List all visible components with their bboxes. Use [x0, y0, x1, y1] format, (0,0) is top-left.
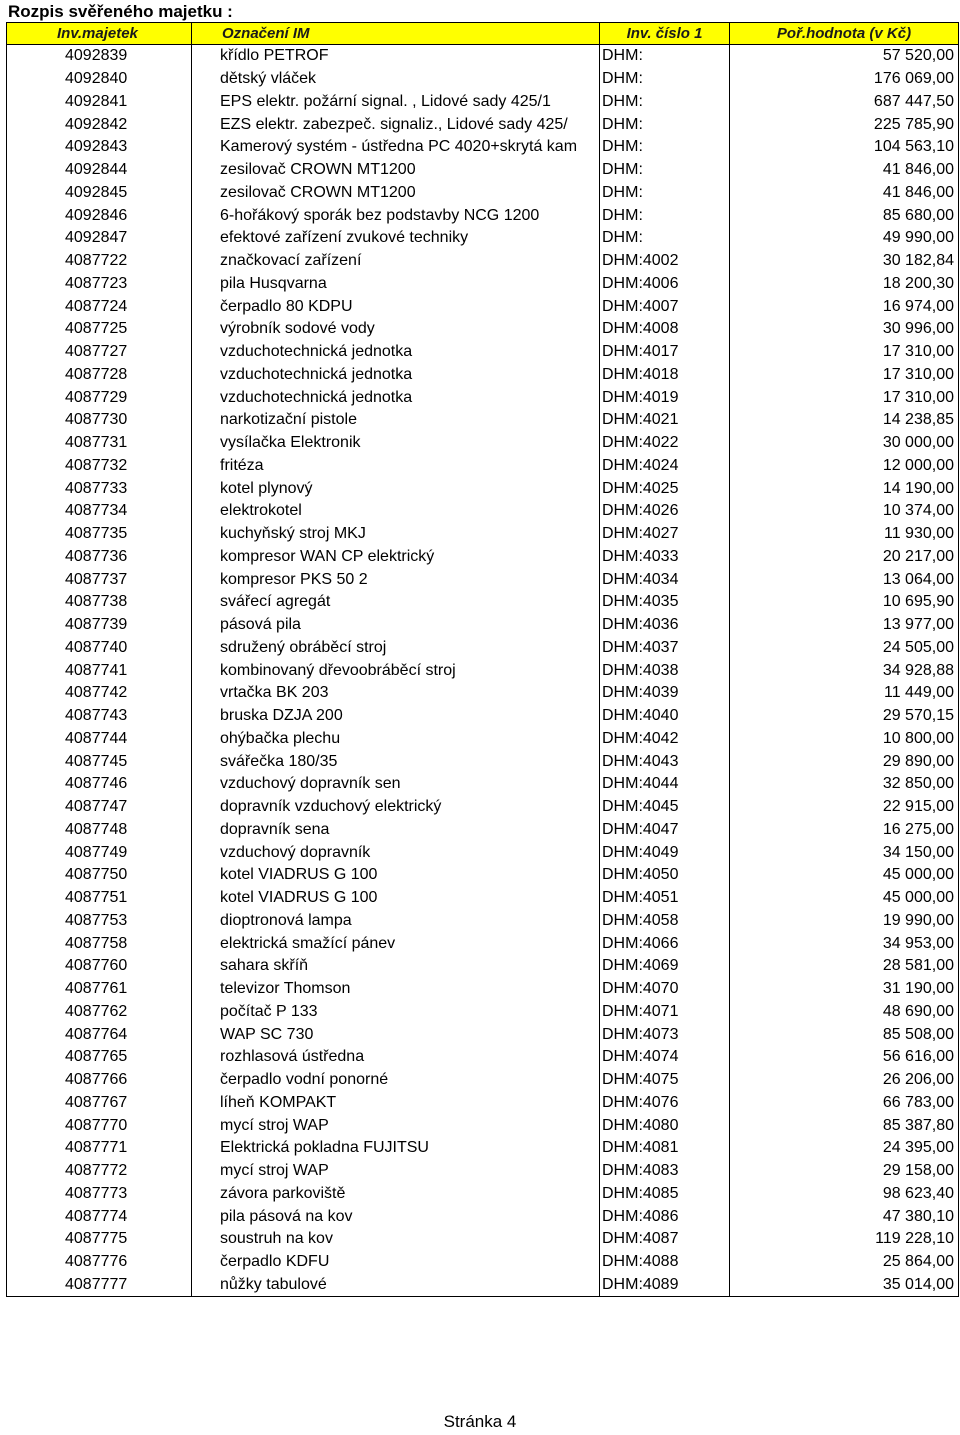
- table-row: [7, 182, 959, 205]
- cell-inv-number: DHM:4070: [600, 978, 730, 1001]
- table-row: [7, 227, 959, 250]
- table-row: [7, 682, 959, 705]
- cell-inventory: 4087776: [7, 1251, 192, 1274]
- cell-inv-number: DHM:4027: [600, 523, 730, 546]
- cell-designation: vysílačka Elektronik: [192, 432, 600, 455]
- table-row: [7, 591, 959, 614]
- table-row: [7, 864, 959, 887]
- table-row: [7, 113, 959, 136]
- cell-inv-number: DHM:4019: [600, 386, 730, 409]
- cell-value: 41 846,00: [730, 182, 959, 205]
- cell-value: 12 000,00: [730, 455, 959, 478]
- cell-designation: kuchyňský stroj MKJ: [192, 523, 600, 546]
- table-row: [7, 750, 959, 773]
- cell-inv-number: DHM:4021: [600, 409, 730, 432]
- cell-inventory: 4087746: [7, 773, 192, 796]
- column-header-inventory: Inv.majetek: [7, 23, 192, 45]
- cell-inventory: 4087738: [7, 591, 192, 614]
- cell-designation: soustruh na kov: [192, 1228, 600, 1251]
- cell-inventory: 4087758: [7, 932, 192, 955]
- cell-value: 20 217,00: [730, 546, 959, 569]
- page-number: Stránka 4: [443, 1412, 517, 1431]
- cell-value: 47 380,10: [730, 1205, 959, 1228]
- cell-inventory: 4087724: [7, 295, 192, 318]
- cell-inventory: 4087761: [7, 978, 192, 1001]
- cell-designation: televizor Thomson: [192, 978, 600, 1001]
- table-row: [7, 1160, 959, 1183]
- cell-designation: dioptronová lampa: [192, 910, 600, 933]
- cell-designation: svářečka 180/35: [192, 750, 600, 773]
- cell-value: 29 890,00: [730, 750, 959, 773]
- cell-inv-number: DHM:4033: [600, 546, 730, 569]
- cell-designation: čerpadlo KDFU: [192, 1251, 600, 1274]
- cell-designation: vzduchotechnická jednotka: [192, 341, 600, 364]
- table-row: [7, 455, 959, 478]
- cell-value: 34 928,88: [730, 659, 959, 682]
- cell-value: 14 190,00: [730, 477, 959, 500]
- page-title: Rozpis svěřeného majetku :: [8, 2, 233, 21]
- cell-value: 225 785,90: [730, 113, 959, 136]
- cell-inv-number: DHM:4083: [600, 1160, 730, 1183]
- cell-value: 35 014,00: [730, 1274, 959, 1297]
- cell-designation: bruska DZJA 200: [192, 705, 600, 728]
- cell-inv-number: DHM:4042: [600, 728, 730, 751]
- table-row: [7, 1001, 959, 1024]
- cell-designation: čerpadlo vodní ponorné: [192, 1069, 600, 1092]
- cell-inventory: 4087732: [7, 455, 192, 478]
- cell-value: 11 930,00: [730, 523, 959, 546]
- cell-designation: křídlo PETROF: [192, 45, 600, 68]
- cell-value: 16 974,00: [730, 295, 959, 318]
- cell-inv-number: DHM:4025: [600, 477, 730, 500]
- cell-inventory: 4087731: [7, 432, 192, 455]
- cell-inv-number: DHM:: [600, 68, 730, 91]
- cell-designation: elektrická smažící pánev: [192, 932, 600, 955]
- cell-inventory: 4087749: [7, 841, 192, 864]
- cell-inv-number: DHM:4051: [600, 887, 730, 910]
- table-row: [7, 796, 959, 819]
- table-row: [7, 910, 959, 933]
- table-row: [7, 341, 959, 364]
- cell-inventory: 4087735: [7, 523, 192, 546]
- cell-inv-number: DHM:4071: [600, 1001, 730, 1024]
- cell-designation: vzduchový dopravník sen: [192, 773, 600, 796]
- cell-inventory: 4087747: [7, 796, 192, 819]
- table-row: [7, 546, 959, 569]
- cell-inventory: 4087743: [7, 705, 192, 728]
- cell-inv-number: DHM:: [600, 45, 730, 68]
- cell-inv-number: DHM:4040: [600, 705, 730, 728]
- cell-inv-number: DHM:4045: [600, 796, 730, 819]
- cell-designation: pila Husqvarna: [192, 273, 600, 296]
- cell-designation: pásová pila: [192, 614, 600, 637]
- cell-value: 24 395,00: [730, 1137, 959, 1160]
- cell-designation: efektové zařízení zvukové techniky: [192, 227, 600, 250]
- cell-inv-number: DHM:4047: [600, 819, 730, 842]
- cell-inventory: 4087722: [7, 250, 192, 273]
- cell-designation: závora parkoviště: [192, 1183, 600, 1206]
- cell-designation: zesilovač CROWN MT1200: [192, 182, 600, 205]
- table-row: [7, 1251, 959, 1274]
- cell-value: 10 800,00: [730, 728, 959, 751]
- table-row: [7, 932, 959, 955]
- cell-value: 176 069,00: [730, 68, 959, 91]
- cell-inv-number: DHM:: [600, 227, 730, 250]
- column-header-designation: Označení IM: [192, 23, 600, 45]
- cell-inv-number: DHM:4069: [600, 955, 730, 978]
- cell-inventory: 4087730: [7, 409, 192, 432]
- cell-inventory: 4087744: [7, 728, 192, 751]
- cell-inv-number: DHM:4026: [600, 500, 730, 523]
- cell-inventory: 4087775: [7, 1228, 192, 1251]
- table-row: [7, 1228, 959, 1251]
- cell-inventory: 4087772: [7, 1160, 192, 1183]
- table-header-row: [7, 23, 959, 45]
- cell-value: 45 000,00: [730, 887, 959, 910]
- cell-designation: pila pásová na kov: [192, 1205, 600, 1228]
- cell-value: 687 447,50: [730, 91, 959, 114]
- cell-inv-number: DHM:: [600, 159, 730, 182]
- cell-designation: ohýbačka plechu: [192, 728, 600, 751]
- cell-value: 34 953,00: [730, 932, 959, 955]
- cell-value: 10 374,00: [730, 500, 959, 523]
- table-body: [7, 45, 959, 1297]
- cell-designation: vzduchový dopravník: [192, 841, 600, 864]
- table-row: [7, 705, 959, 728]
- table-row: [7, 955, 959, 978]
- cell-designation: značkovací zařízení: [192, 250, 600, 273]
- table-row: [7, 204, 959, 227]
- cell-value: 22 915,00: [730, 796, 959, 819]
- cell-inv-number: DHM:4008: [600, 318, 730, 341]
- table-row: [7, 250, 959, 273]
- cell-inv-number: DHM:4002: [600, 250, 730, 273]
- cell-designation: počítač P 133: [192, 1001, 600, 1024]
- cell-value: 56 616,00: [730, 1046, 959, 1069]
- table-row: [7, 477, 959, 500]
- table-row: [7, 978, 959, 1001]
- cell-inventory: 4087740: [7, 637, 192, 660]
- cell-inventory: 4092845: [7, 182, 192, 205]
- cell-value: 14 238,85: [730, 409, 959, 432]
- cell-value: 85 680,00: [730, 204, 959, 227]
- cell-inventory: 4092839: [7, 45, 192, 68]
- table-row: [7, 659, 959, 682]
- cell-value: 30 996,00: [730, 318, 959, 341]
- cell-inventory: 4087771: [7, 1137, 192, 1160]
- cell-inv-number: DHM:4080: [600, 1114, 730, 1137]
- cell-inventory: 4087742: [7, 682, 192, 705]
- cell-designation: elektrokotel: [192, 500, 600, 523]
- table-row: [7, 1274, 959, 1297]
- cell-designation: výrobník sodové vody: [192, 318, 600, 341]
- cell-designation: narkotizační pistole: [192, 409, 600, 432]
- cell-designation: dopravník sena: [192, 819, 600, 842]
- cell-designation: fritéza: [192, 455, 600, 478]
- cell-designation: kotel plynový: [192, 477, 600, 500]
- table-row: [7, 1137, 959, 1160]
- table-row: [7, 68, 959, 91]
- cell-value: 30 000,00: [730, 432, 959, 455]
- cell-designation: Elektrická pokladna FUJITSU: [192, 1137, 600, 1160]
- cell-value: 13 977,00: [730, 614, 959, 637]
- cell-value: 17 310,00: [730, 386, 959, 409]
- cell-designation: mycí stroj WAP: [192, 1160, 600, 1183]
- cell-value: 25 864,00: [730, 1251, 959, 1274]
- cell-inv-number: DHM:4066: [600, 932, 730, 955]
- cell-inventory: 4087723: [7, 273, 192, 296]
- cell-value: 31 190,00: [730, 978, 959, 1001]
- cell-inventory: 4092840: [7, 68, 192, 91]
- table-row: [7, 91, 959, 114]
- cell-inventory: 4087737: [7, 568, 192, 591]
- cell-inventory: 4087764: [7, 1023, 192, 1046]
- cell-inv-number: DHM:4043: [600, 750, 730, 773]
- cell-value: 17 310,00: [730, 341, 959, 364]
- cell-inv-number: DHM:4081: [600, 1137, 730, 1160]
- cell-inv-number: DHM:4039: [600, 682, 730, 705]
- cell-designation: sahara skříň: [192, 955, 600, 978]
- cell-inventory: 4087767: [7, 1092, 192, 1115]
- cell-inv-number: DHM:4050: [600, 864, 730, 887]
- table-row: [7, 1092, 959, 1115]
- cell-value: 19 990,00: [730, 910, 959, 933]
- table-row: [7, 1023, 959, 1046]
- cell-designation: kompresor WAN CP elektrický: [192, 546, 600, 569]
- cell-inv-number: DHM:4085: [600, 1183, 730, 1206]
- cell-designation: vzduchotechnická jednotka: [192, 364, 600, 387]
- cell-designation: kotel VIADRUS G 100: [192, 887, 600, 910]
- table-row: [7, 1046, 959, 1069]
- table-row: [7, 273, 959, 296]
- cell-value: 85 387,80: [730, 1114, 959, 1137]
- cell-value: 17 310,00: [730, 364, 959, 387]
- cell-designation: dopravník vzduchový elektrický: [192, 796, 600, 819]
- cell-value: 119 228,10: [730, 1228, 959, 1251]
- cell-inventory: 4087765: [7, 1046, 192, 1069]
- cell-designation: kompresor PKS 50 2: [192, 568, 600, 591]
- cell-inventory: 4087750: [7, 864, 192, 887]
- cell-inventory: 4087753: [7, 910, 192, 933]
- cell-inv-number: DHM:4006: [600, 273, 730, 296]
- table-row: [7, 432, 959, 455]
- cell-inventory: 4092842: [7, 113, 192, 136]
- cell-value: 104 563,10: [730, 136, 959, 159]
- cell-inventory: 4087760: [7, 955, 192, 978]
- cell-inv-number: DHM:4038: [600, 659, 730, 682]
- cell-inv-number: DHM:4086: [600, 1205, 730, 1228]
- cell-inventory: 4087751: [7, 887, 192, 910]
- cell-inv-number: DHM:4075: [600, 1069, 730, 1092]
- cell-designation: dětský vláček: [192, 68, 600, 91]
- column-header-value: Poř.hodnota (v Kč): [730, 23, 959, 45]
- table-row: [7, 568, 959, 591]
- table-row: [7, 1069, 959, 1092]
- cell-inv-number: DHM:: [600, 136, 730, 159]
- cell-designation: vrtačka BK 203: [192, 682, 600, 705]
- cell-inv-number: DHM:4049: [600, 841, 730, 864]
- cell-inv-number: DHM:4076: [600, 1092, 730, 1115]
- cell-value: 98 623,40: [730, 1183, 959, 1206]
- cell-inventory: 4087745: [7, 750, 192, 773]
- cell-inv-number: DHM:4089: [600, 1274, 730, 1297]
- cell-value: 41 846,00: [730, 159, 959, 182]
- cell-inventory: 4092846: [7, 204, 192, 227]
- cell-inv-number: DHM:4034: [600, 568, 730, 591]
- table-row: [7, 409, 959, 432]
- cell-value: 32 850,00: [730, 773, 959, 796]
- cell-designation: svářecí agregát: [192, 591, 600, 614]
- cell-value: 30 182,84: [730, 250, 959, 273]
- cell-inventory: 4087762: [7, 1001, 192, 1024]
- cell-designation: 6-hořákový sporák bez podstavby NCG 1200: [192, 204, 600, 227]
- cell-inventory: 4087770: [7, 1114, 192, 1137]
- cell-inventory: 4087774: [7, 1205, 192, 1228]
- cell-designation: EZS elektr. zabezpeč. signaliz., Lidové sady 425/: [192, 113, 600, 136]
- cell-inventory: 4087733: [7, 477, 192, 500]
- cell-inv-number: DHM:4058: [600, 910, 730, 933]
- cell-inv-number: DHM:4074: [600, 1046, 730, 1069]
- cell-value: 29 158,00: [730, 1160, 959, 1183]
- cell-inv-number: DHM:4017: [600, 341, 730, 364]
- table-row: [7, 386, 959, 409]
- cell-inventory: 4092841: [7, 91, 192, 114]
- cell-value: 85 508,00: [730, 1023, 959, 1046]
- cell-inv-number: DHM:4073: [600, 1023, 730, 1046]
- cell-inventory: 4092844: [7, 159, 192, 182]
- table-row: [7, 637, 959, 660]
- cell-designation: kombinovaný dřevoobráběcí stroj: [192, 659, 600, 682]
- cell-designation: EPS elektr. požární signal. , Lidové sady 425/1: [192, 91, 600, 114]
- cell-inv-number: DHM:4044: [600, 773, 730, 796]
- cell-inventory: 4092843: [7, 136, 192, 159]
- cell-designation: sdružený obráběcí stroj: [192, 637, 600, 660]
- table-row: [7, 819, 959, 842]
- cell-inv-number: DHM:4036: [600, 614, 730, 637]
- cell-value: 13 064,00: [730, 568, 959, 591]
- cell-value: 26 206,00: [730, 1069, 959, 1092]
- table-row: [7, 523, 959, 546]
- cell-designation: Kamerový systém - ústředna PC 4020+skrytá kam: [192, 136, 600, 159]
- cell-value: 18 200,30: [730, 273, 959, 296]
- cell-inv-number: DHM:4022: [600, 432, 730, 455]
- cell-inventory: 4087748: [7, 819, 192, 842]
- cell-inventory: 4092847: [7, 227, 192, 250]
- table-row: [7, 1205, 959, 1228]
- cell-designation: WAP SC 730: [192, 1023, 600, 1046]
- cell-inventory: 4087728: [7, 364, 192, 387]
- cell-value: 28 581,00: [730, 955, 959, 978]
- column-header-inv-number: Inv. číslo 1: [600, 23, 730, 45]
- cell-value: 24 505,00: [730, 637, 959, 660]
- cell-inv-number: DHM:: [600, 204, 730, 227]
- table-row: [7, 500, 959, 523]
- table-row: [7, 887, 959, 910]
- cell-designation: nůžky tabulové: [192, 1274, 600, 1297]
- cell-inventory: 4087777: [7, 1274, 192, 1297]
- cell-inventory: 4087725: [7, 318, 192, 341]
- cell-inventory: 4087734: [7, 500, 192, 523]
- table-row: [7, 773, 959, 796]
- cell-designation: kotel VIADRUS G 100: [192, 864, 600, 887]
- cell-inventory: 4087773: [7, 1183, 192, 1206]
- cell-value: 34 150,00: [730, 841, 959, 864]
- cell-inventory: 4087739: [7, 614, 192, 637]
- asset-table: [6, 22, 959, 1297]
- table-row: [7, 1183, 959, 1206]
- cell-value: 10 695,90: [730, 591, 959, 614]
- cell-inventory: 4087727: [7, 341, 192, 364]
- cell-designation: čerpadlo 80 KDPU: [192, 295, 600, 318]
- table-row: [7, 364, 959, 387]
- cell-inv-number: DHM:: [600, 182, 730, 205]
- cell-designation: rozhlasová ústředna: [192, 1046, 600, 1069]
- cell-inventory: 4087736: [7, 546, 192, 569]
- cell-inv-number: DHM:4007: [600, 295, 730, 318]
- cell-inventory: 4087729: [7, 386, 192, 409]
- cell-value: 11 449,00: [730, 682, 959, 705]
- cell-value: 16 275,00: [730, 819, 959, 842]
- cell-inv-number: DHM:4018: [600, 364, 730, 387]
- cell-inv-number: DHM:: [600, 91, 730, 114]
- table-row: [7, 614, 959, 637]
- cell-value: 48 690,00: [730, 1001, 959, 1024]
- cell-value: 29 570,15: [730, 705, 959, 728]
- table-row: [7, 728, 959, 751]
- cell-inventory: 4087741: [7, 659, 192, 682]
- table-row: [7, 1114, 959, 1137]
- cell-inv-number: DHM:4087: [600, 1228, 730, 1251]
- cell-inventory: 4087766: [7, 1069, 192, 1092]
- cell-inv-number: DHM:: [600, 113, 730, 136]
- cell-inv-number: DHM:4024: [600, 455, 730, 478]
- table-row: [7, 841, 959, 864]
- cell-value: 66 783,00: [730, 1092, 959, 1115]
- cell-inv-number: DHM:4088: [600, 1251, 730, 1274]
- cell-designation: mycí stroj WAP: [192, 1114, 600, 1137]
- cell-designation: líheň KOMPAKT: [192, 1092, 600, 1115]
- table-row: [7, 295, 959, 318]
- table-row: [7, 45, 959, 68]
- table-row: [7, 136, 959, 159]
- cell-value: 49 990,00: [730, 227, 959, 250]
- table-row: [7, 318, 959, 341]
- cell-value: 57 520,00: [730, 45, 959, 68]
- cell-value: 45 000,00: [730, 864, 959, 887]
- cell-inv-number: DHM:4037: [600, 637, 730, 660]
- cell-designation: vzduchotechnická jednotka: [192, 386, 600, 409]
- cell-inv-number: DHM:4035: [600, 591, 730, 614]
- table-row: [7, 159, 959, 182]
- cell-designation: zesilovač CROWN MT1200: [192, 159, 600, 182]
